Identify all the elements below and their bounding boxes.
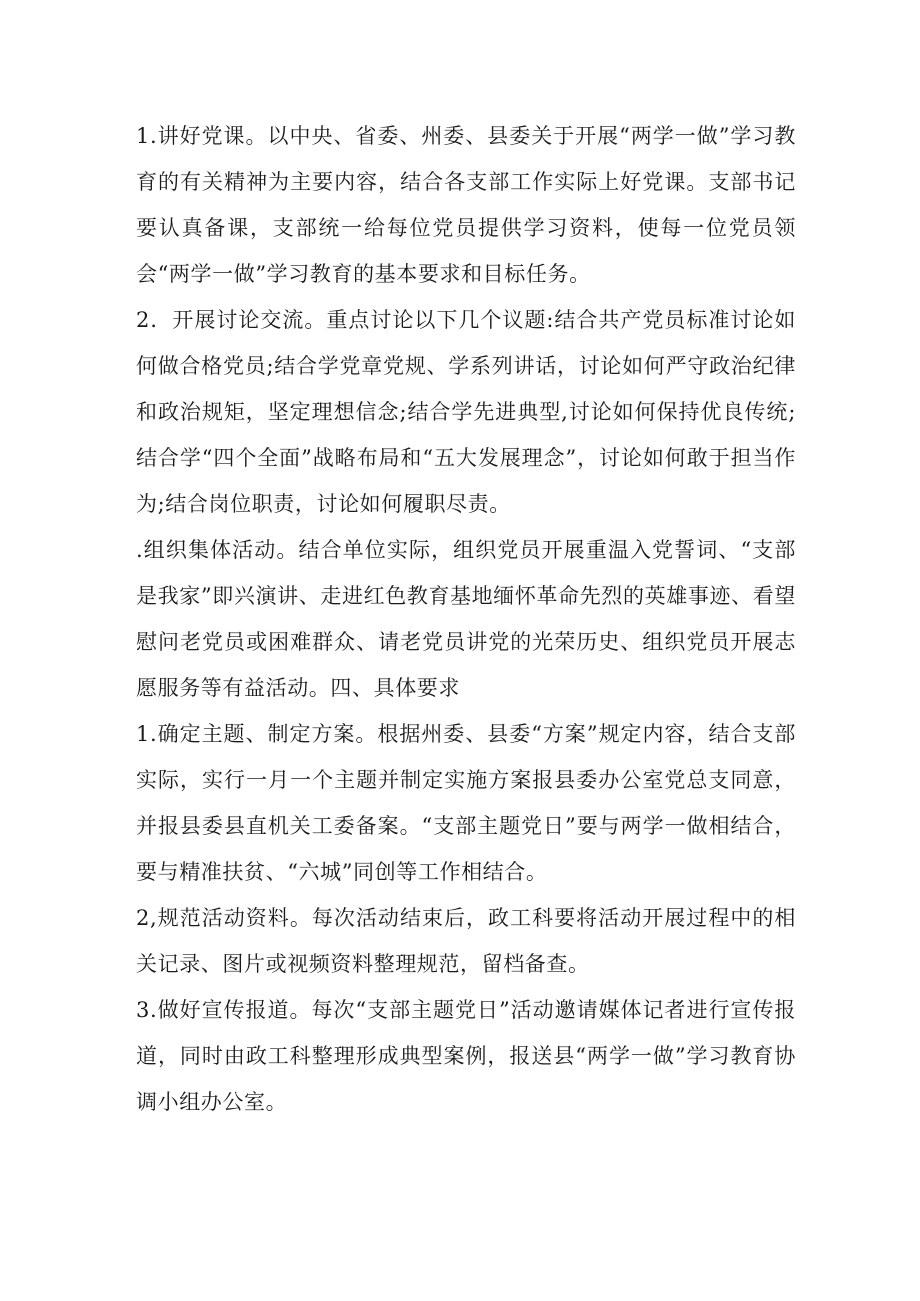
paragraph-discussion: 2．开展讨论交流。重点讨论以下几个议题:结合共产党员标准讨论如何做合格党员;结合学党章党规、学系列讲话，讨论如何严守政治纪律和政治规矩，坚定理想信念;结合学先进典型,讨论如何保持优良传统;结合学“四个全面”战略布局和“五大发展理念”，讨论如何敢于担当作为;结合岗位职责，讨论如何履职尽责。 [136, 308, 796, 516]
paragraph-theme-plan: 1.确定主题、制定方案。根据州委、县委“方案”规定内容，结合支部实际，实行一月一个主题并制定实施方案报县委办公室党总支同意，并报县委县直机关工委备案。“支部主题党日”要与两学一做相结合，要与精准扶贫、“六城”同创等工作相结合。 [136, 722, 796, 884]
paragraph-activity-records: 2,规范活动资料。每次活动结束后，政工科要将活动开展过程中的相关记录、图片或视频资料整理规范，留档备查。 [136, 906, 796, 976]
paragraph-party-lecture: 1.讲好党课。以中央、省委、州委、县委关于开展“两学一做”学习教育的有关精神为主要内容，结合各支部工作实际上好党课。支部书记要认真备课，支部统一给每位党员提供学习资料，使每一位党员领会“两学一做”学习教育的基本要求和目标任务。 [136, 124, 796, 286]
paragraph-group-activities: .组织集体活动。结合单位实际，组织党员开展重温入党誓词、“支部是我家”即兴演讲、走进红色教育基地缅怀革命先烈的英雄事迹、看望慰问老党员或困难群众、请老党员讲党的光荣历史、组织党员开展志愿服务等有益活动。四、具体要求 [136, 538, 796, 700]
document-body [136, 113, 796, 1125]
paragraph-publicity: 3.做好宣传报道。每次“支部主题党日”活动邀请媒体记者进行宣传报道，同时由政工科整理形成典型案例，报送县“两学一做”学习教育协调小组办公室。 [136, 998, 796, 1114]
